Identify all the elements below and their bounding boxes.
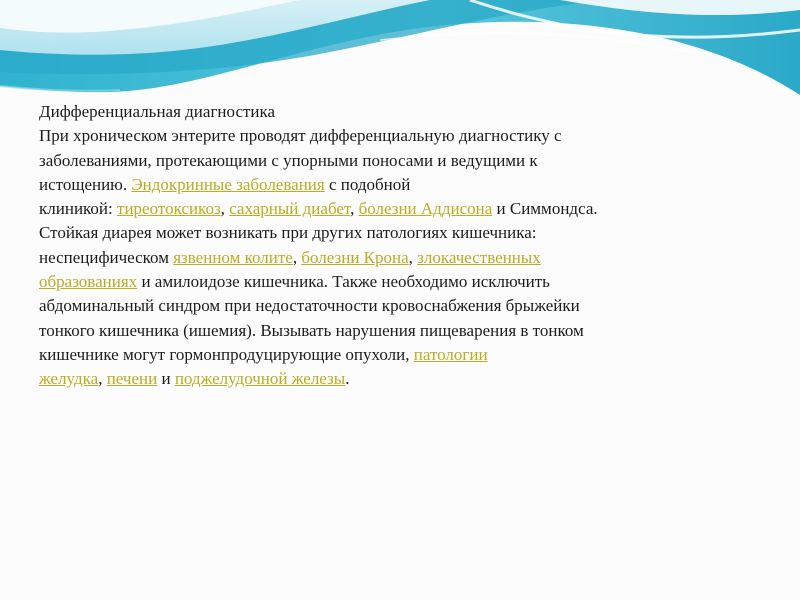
body-line bbox=[39, 221, 779, 245]
body-text-segment: и Симмондса. bbox=[492, 199, 598, 219]
body-text-segment: , bbox=[220, 199, 230, 219]
body-line bbox=[39, 197, 779, 221]
body-text-segment: тонкого кишечника (ишемия). Вызывать нарушения пищеварения в тонком bbox=[39, 320, 584, 340]
inline-link[interactable]: язвенном колите bbox=[173, 247, 293, 267]
body-text bbox=[39, 124, 779, 391]
body-text-segment: истощению. bbox=[39, 174, 132, 194]
body-text-segment: абдоминальный синдром при недостаточности кровоснабжения брыжейки bbox=[39, 296, 580, 316]
body-text-segment: , bbox=[350, 199, 359, 219]
slide-content bbox=[39, 100, 779, 392]
body-text-segment: клиникой: bbox=[39, 199, 118, 219]
inline-link[interactable]: болезни Аддисона bbox=[358, 199, 493, 219]
inline-link[interactable]: болезни Крона bbox=[301, 247, 409, 267]
wave-banner-graphic bbox=[0, 0, 800, 110]
inline-link[interactable]: желудка bbox=[39, 369, 99, 389]
body-line bbox=[39, 367, 779, 391]
inline-link[interactable]: тиреотоксикоз bbox=[117, 199, 221, 219]
body-line bbox=[39, 124, 779, 148]
body-text-segment: неспецифическом bbox=[39, 247, 174, 267]
body-text-segment: При хроническом энтерите проводят дифференциальную диагностику с bbox=[39, 126, 562, 146]
body-text-segment: , bbox=[98, 369, 107, 389]
body-text-segment: с подобной bbox=[324, 174, 411, 194]
body-text-segment: кишечнике могут гормонпродуцирующие опухоли, bbox=[39, 344, 414, 364]
body-line bbox=[39, 270, 779, 294]
body-line bbox=[39, 246, 779, 270]
body-line bbox=[39, 343, 779, 367]
body-text-segment: и амилоидозе кишечника. Также необходимо исключить bbox=[137, 272, 550, 292]
body-text-segment: Стойкая диарея может возникать при других патологиях кишечника: bbox=[39, 223, 537, 243]
inline-link[interactable]: поджелудочной железы bbox=[174, 369, 346, 389]
body-text-segment: заболеваниями, протекающими с упорными поносами и ведущими к bbox=[39, 150, 538, 170]
body-text-segment: , bbox=[408, 247, 418, 267]
inline-link[interactable]: образованиях bbox=[39, 272, 138, 292]
body-text-segment: . bbox=[345, 369, 350, 389]
slide-heading: Дифференциальная диагностика bbox=[39, 102, 276, 121]
body-line bbox=[39, 319, 779, 343]
body-text-segment: , bbox=[292, 247, 302, 267]
body-line bbox=[39, 173, 779, 197]
inline-link[interactable]: патологии bbox=[413, 344, 488, 364]
body-line bbox=[39, 294, 779, 318]
body-text-segment: и bbox=[157, 369, 175, 389]
body-line bbox=[39, 149, 779, 173]
inline-link[interactable]: печени bbox=[106, 369, 158, 389]
inline-link[interactable]: сахарный диабет bbox=[229, 199, 351, 219]
inline-link[interactable]: Эндокринные заболевания bbox=[131, 174, 325, 194]
inline-link[interactable]: злокачественных bbox=[417, 247, 541, 267]
